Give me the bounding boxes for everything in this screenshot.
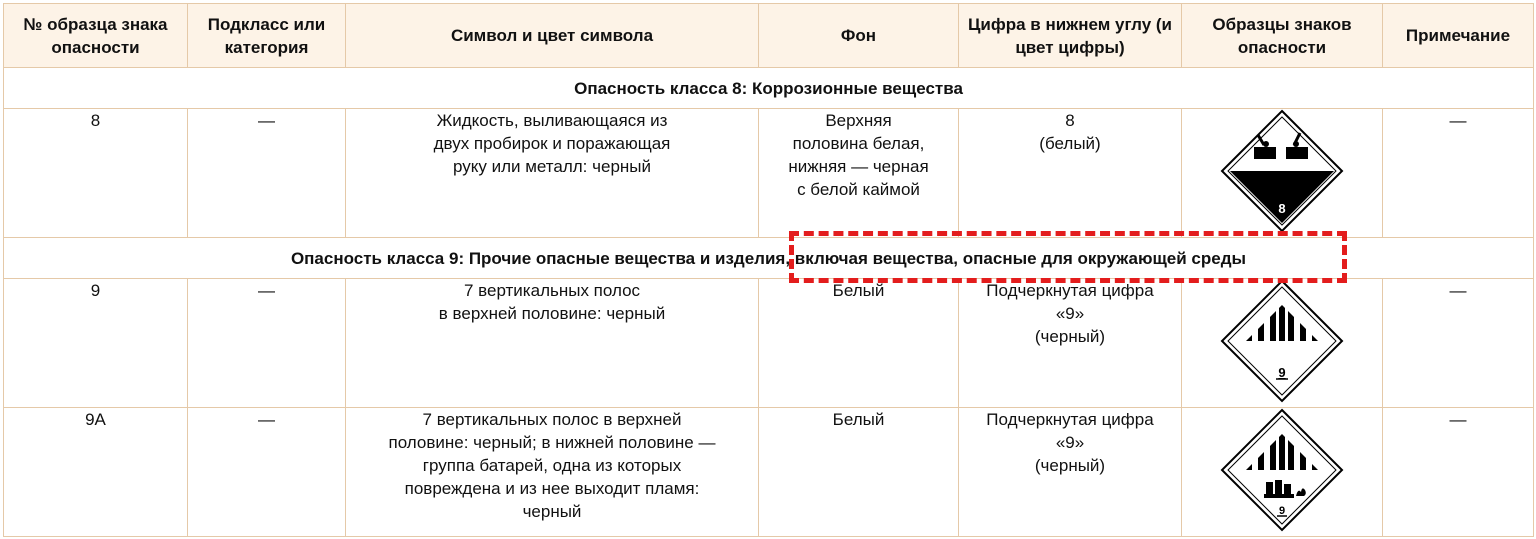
- section-row-class8: [4, 68, 1534, 109]
- cell-note: —: [1383, 408, 1534, 537]
- text-line: черный: [522, 502, 582, 521]
- table-header-row: [4, 4, 1534, 68]
- table-row: [4, 279, 1534, 408]
- table-row: [4, 408, 1534, 537]
- text-line: двух пробирок и поражающая: [433, 134, 671, 153]
- text-line: нижняя — черная: [788, 157, 929, 176]
- cell-subclass: —: [188, 109, 346, 238]
- section-title-class9: Опасность класса 9: Прочие опасные вещества и изделия, включая вещества, опасные для окружающей среды: [4, 238, 1534, 279]
- cell-symbol: [346, 408, 759, 537]
- text-line: руку или металл: черный: [452, 157, 652, 176]
- text-line: 7 вертикальных полос: [463, 281, 641, 300]
- text-line: группа батарей, одна из которых: [422, 456, 682, 475]
- text-line: «9»: [1055, 433, 1085, 452]
- cell-note: —: [1383, 109, 1534, 238]
- text-line: (белый): [1039, 134, 1101, 153]
- header-note: Примечание: [1383, 4, 1534, 68]
- text-line: 8: [1065, 111, 1075, 130]
- sign-number: 9: [1278, 365, 1286, 380]
- header-symbol: Символ и цвет символа: [346, 4, 759, 68]
- cell-note: —: [1383, 279, 1534, 408]
- cell-background: [759, 109, 959, 238]
- text-line: 7 вертикальных полос в верхней: [422, 410, 682, 429]
- sign-number: 9: [1278, 505, 1286, 517]
- cell-subclass: —: [188, 279, 346, 408]
- cell-background: [759, 408, 959, 537]
- header-subclass: Подкласс или категория: [188, 4, 346, 68]
- cell-background: [759, 279, 959, 408]
- corrosive-sign-icon: [1220, 109, 1344, 233]
- cell-symbol: [346, 109, 759, 238]
- text-line: (черный): [1034, 327, 1106, 346]
- header-num: № образца знака опасности: [4, 4, 188, 68]
- text-line: Подчеркнутая цифра: [986, 410, 1154, 429]
- cell-figure: [959, 279, 1182, 408]
- cell-sample: [1182, 279, 1383, 408]
- text-line: Жидкость, выливающаяся из: [436, 111, 668, 130]
- text-line: Подчеркнутая цифра: [986, 281, 1154, 300]
- table-row: [4, 109, 1534, 238]
- cell-symbol: [346, 279, 759, 408]
- hazard-signs-table: [3, 3, 1534, 537]
- lithium-battery-sign-icon: [1220, 408, 1344, 532]
- text-line: повреждена и из нее выходит пламя:: [404, 479, 700, 498]
- section-row-class9: [4, 238, 1534, 279]
- text-line: Верхняя: [825, 111, 892, 130]
- text-line: половина белая,: [792, 134, 925, 153]
- cell-figure: [959, 408, 1182, 537]
- header-background: Фон: [759, 4, 959, 68]
- text-line: Белый: [832, 281, 885, 300]
- text-line: «9»: [1055, 304, 1085, 323]
- section-title-class8: Опасность класса 8: Коррозионные вещества: [4, 68, 1534, 109]
- header-samples: Образцы знаков опасности: [1182, 4, 1383, 68]
- cell-num: 9: [4, 279, 188, 408]
- cell-subclass: —: [188, 408, 346, 537]
- cell-num: 9A: [4, 408, 188, 537]
- header-figure: Цифра в нижнем углу (и цвет цифры): [959, 4, 1182, 68]
- cell-sample: [1182, 408, 1383, 537]
- text-line: с белой каймой: [797, 180, 920, 199]
- text-line: в верхней половине: черный: [438, 304, 666, 323]
- cell-sample: [1182, 109, 1383, 238]
- cell-figure: [959, 109, 1182, 238]
- text-line: (черный): [1034, 456, 1106, 475]
- text-line: Белый: [832, 410, 885, 429]
- cell-num: 8: [4, 109, 188, 238]
- sign-number: 8: [1278, 201, 1286, 216]
- misc-hazard-sign-icon: [1220, 279, 1344, 403]
- text-line: половине: черный; в нижней половине —: [388, 433, 716, 452]
